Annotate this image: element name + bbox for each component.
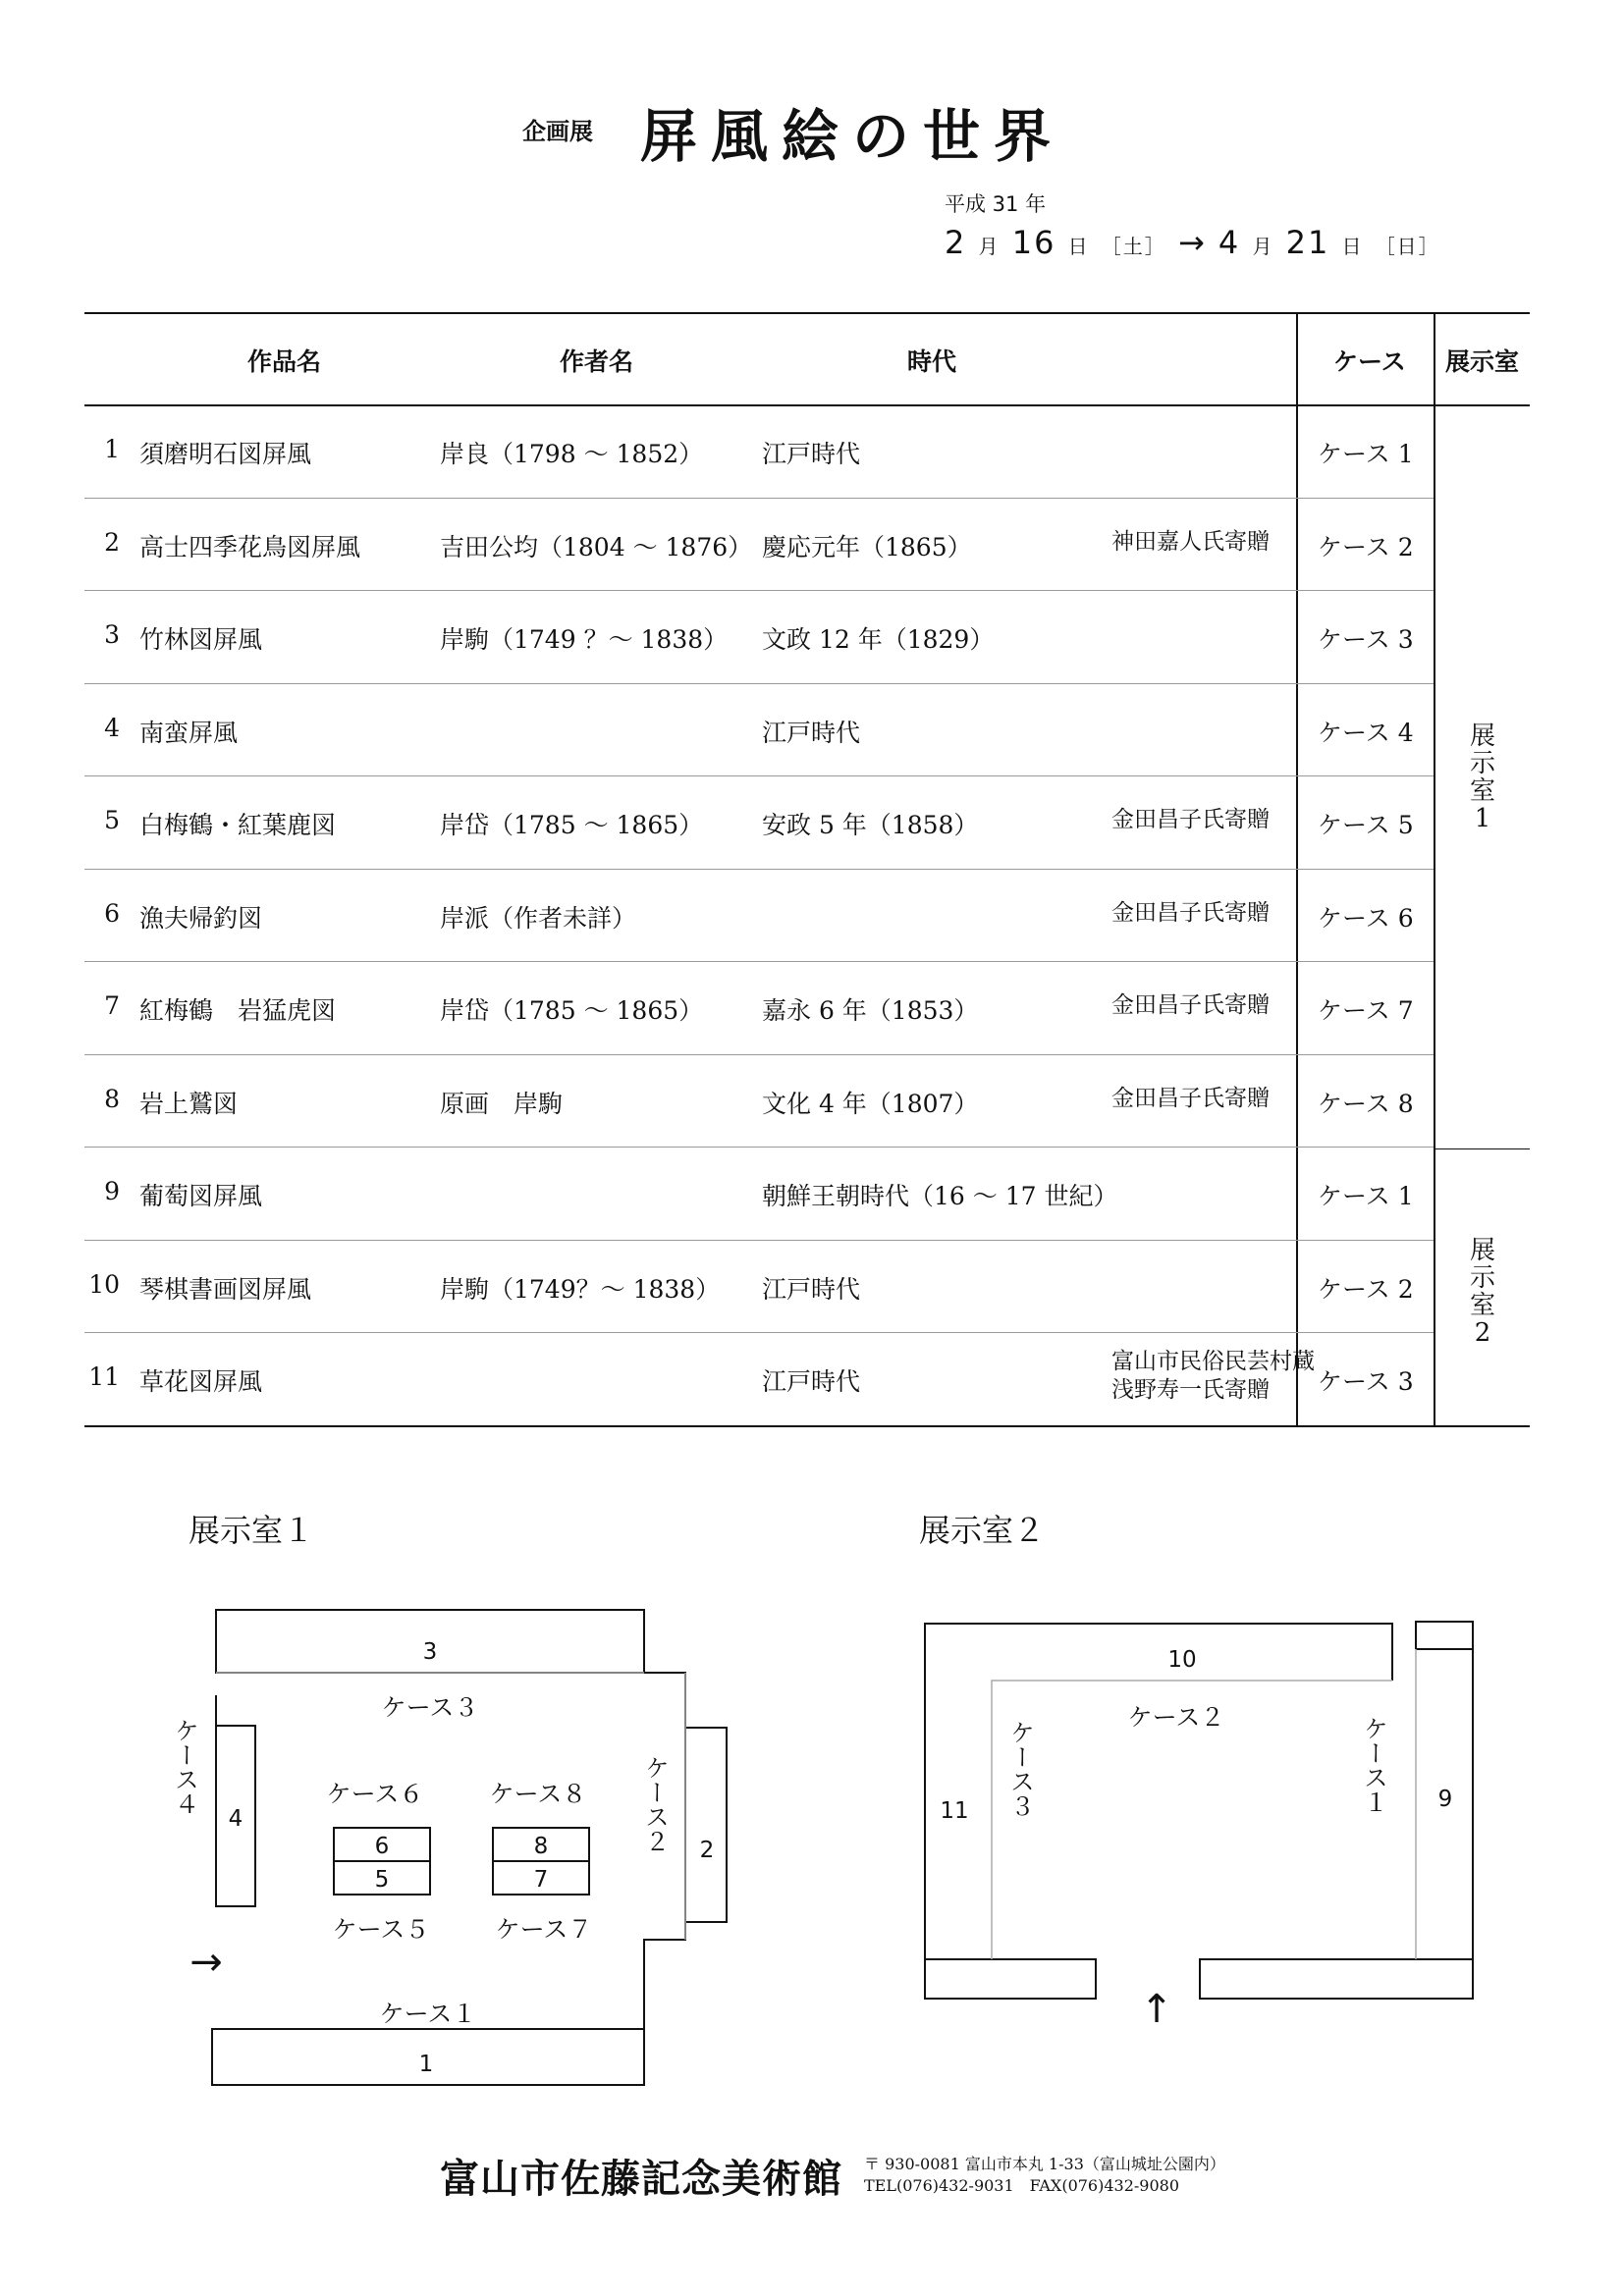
plan1-case1-label: ケース１ <box>379 2000 477 2028</box>
end-month: 4 <box>1218 224 1241 261</box>
case-number: ケース 2 <box>1318 1274 1414 1304</box>
floor-plan-drawing <box>0 1472 1624 2077</box>
work-title: 高士四季花鳥図屏風 <box>139 532 361 561</box>
donor-note: 金田昌子氏寄贈 <box>1111 992 1270 1018</box>
case-number: ケース 8 <box>1318 1089 1414 1118</box>
plan2-bottom-right-wall <box>1200 1959 1473 1999</box>
plan1-number-7: 7 <box>533 1867 549 1893</box>
artist-name: 岸岱（1785 ～ 1865） <box>440 811 704 839</box>
plan2-number-11: 11 <box>940 1798 969 1824</box>
plan1-case6-label: ケース６ <box>326 1780 424 1808</box>
contact-line: TEL(076)432-9031 FAX(076)432-9080 <box>864 2176 1180 2195</box>
artist-name: 岸岱（1785 ～ 1865） <box>440 996 704 1025</box>
plan1-number-5: 5 <box>374 1867 390 1893</box>
plan2-outer-wall <box>925 1624 1392 1959</box>
end-day: 21 <box>1285 224 1330 261</box>
museum-name: 富山市佐藤記念美術館 <box>440 2156 842 2202</box>
row-number: 6 <box>104 898 120 928</box>
row-number: 1 <box>104 435 120 463</box>
column-header-artist: 作者名 <box>560 347 634 376</box>
case-number: ケース 2 <box>1318 532 1414 561</box>
donor-line: 浅野寿一氏寄贈 <box>1111 1377 1270 1403</box>
column-header-title: 作品名 <box>247 347 322 376</box>
plan1-number-8: 8 <box>533 1834 549 1859</box>
case-number: ケース 7 <box>1318 996 1414 1025</box>
month-unit: 月 <box>1252 235 1274 258</box>
work-title: 須磨明石図屏風 <box>139 440 312 468</box>
plan1-case4-label: ケース４ <box>171 1718 200 1816</box>
address-line: 〒 930-0081 富山市本丸 1-33（富山城址公園内） <box>864 2155 1225 2173</box>
artist-name: 岸駒（1749？～ 1838） <box>440 1274 721 1304</box>
row-number: 9 <box>104 1177 120 1205</box>
table-top-rule <box>84 312 1530 314</box>
work-title: 岩上鷲図 <box>139 1089 239 1118</box>
month-unit: 月 <box>978 235 1001 258</box>
work-title: 漁夫帰釣図 <box>139 903 263 933</box>
case-column-divider <box>1296 312 1298 1427</box>
period: 江戸時代 <box>762 1274 861 1304</box>
donor-note: 金田昌子氏寄贈 <box>1111 807 1270 832</box>
plan1-number-6: 6 <box>374 1834 390 1859</box>
column-header-case: ケース <box>1333 347 1406 376</box>
work-title: 葡萄図屏風 <box>139 1182 263 1210</box>
work-title: 南蛮屏風 <box>139 718 239 747</box>
case-number: ケース 1 <box>1318 440 1414 468</box>
room-label-1: 展示室1 <box>1469 721 1495 833</box>
work-title: 白梅鶴・紅葉鹿図 <box>139 811 337 839</box>
plan1-number-3: 3 <box>422 1639 438 1665</box>
period: 江戸時代 <box>762 440 861 468</box>
row-divider <box>84 1054 1434 1055</box>
plan2-bottom-left-wall <box>925 1959 1096 1999</box>
case-number: ケース 3 <box>1318 1367 1414 1396</box>
plan1-case2-label: ケース２ <box>641 1755 671 1853</box>
plan1-case8-label: ケース８ <box>489 1780 587 1808</box>
period: 文化 4 年（1807） <box>762 1089 979 1118</box>
donor-note: 神田嘉人氏寄贈 <box>1111 528 1270 555</box>
row-divider <box>84 869 1434 870</box>
period: 江戸時代 <box>762 718 861 747</box>
row-divider <box>84 775 1434 776</box>
plan1-title: 展示室１ <box>189 1512 315 1549</box>
start-month: 2 <box>945 224 967 261</box>
row-divider <box>84 590 1434 591</box>
period: 安政 5 年（1858） <box>762 811 979 839</box>
plan2-number-9: 9 <box>1437 1787 1453 1812</box>
row-divider <box>84 1147 1434 1148</box>
table-bottom-rule <box>84 1425 1530 1427</box>
room-column-divider <box>1434 312 1435 1427</box>
plan1-number-2: 2 <box>699 1838 715 1863</box>
work-title: 紅梅鶴 岩猛虎図 <box>139 996 337 1025</box>
column-header-room: 展示室 <box>1445 347 1520 376</box>
end-weekday: ［日］ <box>1375 235 1440 258</box>
period: 嘉永 6 年（1853） <box>762 996 979 1025</box>
row-number: 4 <box>104 713 120 742</box>
plan1-entrance-arrow: → <box>189 1940 223 1985</box>
start-day: 16 <box>1011 224 1056 261</box>
work-title: 竹林図屏風 <box>139 625 263 654</box>
donor-line: 富山市民俗民芸村蔵 <box>1111 1349 1315 1374</box>
period: 朝鮮王朝時代（16 ～ 17 世紀） <box>762 1182 1118 1210</box>
case-number: ケース 4 <box>1318 718 1414 747</box>
row-divider <box>84 1332 1434 1333</box>
column-header-period: 時代 <box>907 347 957 376</box>
case-number: ケース 1 <box>1318 1182 1414 1210</box>
row-divider <box>84 683 1434 684</box>
period: 文政 12 年（1829） <box>762 625 995 654</box>
case-number: ケース 6 <box>1318 903 1414 933</box>
donor-note <box>1111 1348 1315 1405</box>
artist-name: 原画 岸駒 <box>440 1089 564 1118</box>
donor-note: 金田昌子氏寄贈 <box>1111 899 1270 926</box>
table-header-rule <box>84 404 1530 406</box>
artist-name: 岸良（1798 ～ 1852） <box>440 440 704 468</box>
row-number: 5 <box>104 806 120 834</box>
plan1-case3-label: ケース３ <box>381 1693 479 1722</box>
row-number: 10 <box>88 1269 120 1299</box>
plan2-case1-label: ケース１ <box>1360 1716 1389 1814</box>
artist-name: 岸派（作者未詳） <box>440 903 637 933</box>
period: 慶応元年（1865） <box>762 532 972 561</box>
plan1-case7-label: ケース７ <box>495 1915 593 1944</box>
row-number: 11 <box>88 1362 120 1391</box>
exhibition-title: 屏風絵の世界 <box>640 103 1065 170</box>
plan2-case2-label: ケース２ <box>1127 1703 1225 1732</box>
plan2-number-10: 10 <box>1167 1647 1197 1673</box>
work-title: 草花図屏風 <box>139 1367 263 1396</box>
plan1-number-4: 4 <box>228 1806 244 1832</box>
exhibition-era: 平成 31 年 <box>945 192 1047 216</box>
donor-note: 金田昌子氏寄贈 <box>1111 1085 1270 1111</box>
case-number: ケース 3 <box>1318 625 1414 654</box>
plan2-case3-label: ケース３ <box>1006 1720 1036 1818</box>
row-number: 7 <box>104 991 120 1020</box>
plan2-entrance-arrow: ↑ <box>1140 1987 1173 2032</box>
exhibition-type-label: 企画展 <box>522 118 593 145</box>
day-unit: 日 <box>1067 235 1090 258</box>
plan1-case2-body <box>685 1728 727 1922</box>
case-number: ケース 5 <box>1318 811 1414 839</box>
plan2-title: 展示室２ <box>919 1512 1046 1549</box>
work-title: 琴棋書画図屏風 <box>139 1274 312 1304</box>
row-number: 3 <box>104 620 120 649</box>
plan2-inner-lines <box>992 1649 1416 1959</box>
row-number: 2 <box>104 527 120 557</box>
date-arrow: → <box>1177 224 1207 261</box>
row-divider <box>84 498 1434 499</box>
period: 江戸時代 <box>762 1367 861 1396</box>
plan1-case5-label: ケース５ <box>332 1915 430 1944</box>
room-divider <box>1434 1148 1530 1149</box>
row-number: 8 <box>104 1084 120 1113</box>
museum-address <box>864 2154 1225 2197</box>
plan1-number-1: 1 <box>418 2052 434 2077</box>
room-label-2: 展示室2 <box>1469 1236 1495 1348</box>
floor-plans <box>0 1472 1624 2077</box>
works-table <box>84 312 1530 1427</box>
artist-name: 岸駒（1749 ？～ 1838） <box>440 625 729 654</box>
day-unit: 日 <box>1341 235 1364 258</box>
artist-name: 吉田公均（1804 ～ 1876） <box>440 532 753 561</box>
start-weekday: ［土］ <box>1101 235 1166 258</box>
row-divider <box>84 961 1434 962</box>
exhibition-dates <box>945 224 1440 261</box>
row-divider <box>84 1240 1434 1241</box>
